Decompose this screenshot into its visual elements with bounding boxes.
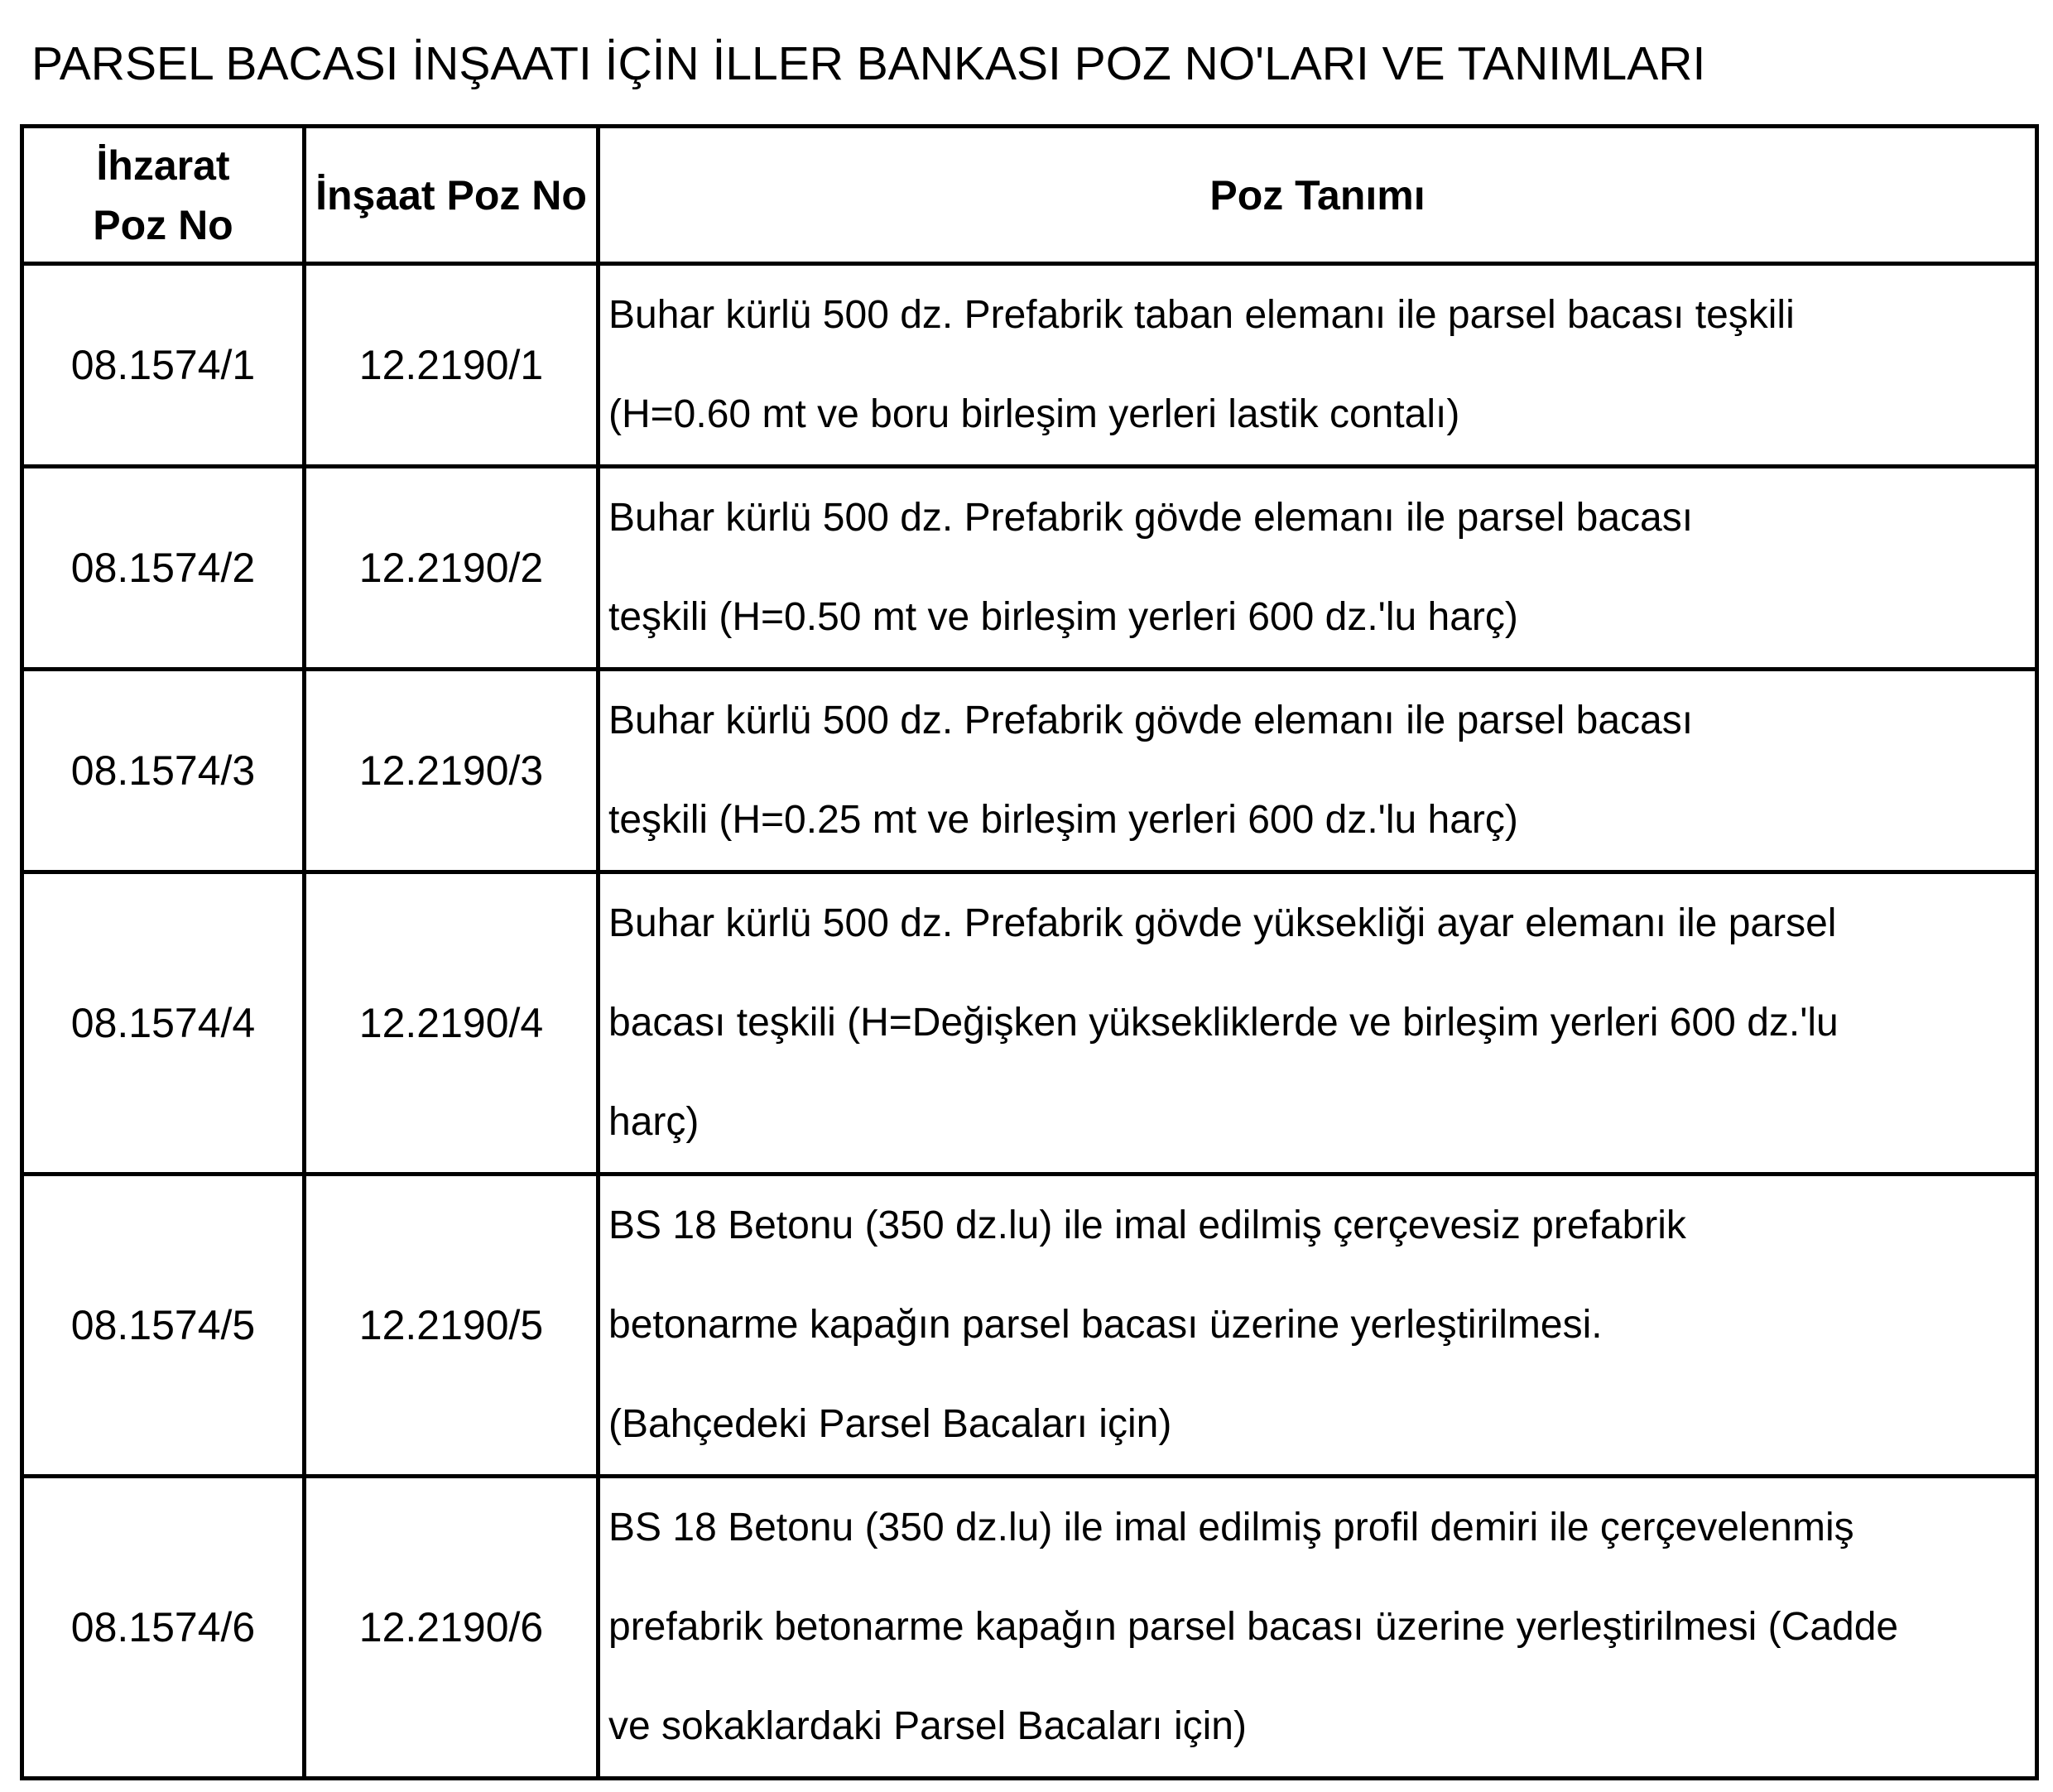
document-title: PARSEL BACASI İNŞAATI İÇİN İLLER BANKASI POZ NO'LARI VE TANIMLARI [31, 37, 1706, 90]
poz-tanimi-cell [599, 670, 2037, 872]
insaat-poz-cell: 12.2190/1 [305, 264, 599, 467]
table-row [22, 1175, 2037, 1477]
header-row [22, 127, 2037, 264]
poz-tanimi-text: Buhar kürlü 500 dz. Prefabrik gövde elemanı ile parsel bacası teşkili (H=0.50 mt ve birleşim yerleri 600 dz.'lu harç) [608, 496, 1694, 639]
ihzarat-poz-cell: 08.1574/6 [22, 1477, 305, 1779]
poz-tanimi-cell [599, 1175, 2037, 1477]
header-ihzarat-poz-no [22, 127, 305, 264]
poz-tanimi-text: BS 18 Betonu (350 dz.lu) ile imal edilmiş profil demiri ile çerçevelenmiş prefabrik betonarme kapağın parsel bacası üzerine yerleştirilmesi (Cadde ve sokaklardaki Parsel Bacaları için) [608, 1506, 1899, 1748]
poz-tanimi-text: Buhar kürlü 500 dz. Prefabrik taban elemanı ile parsel bacası teşkili (H=0.60 mt ve boru birleşim yerleri lastik contalı) [608, 293, 1795, 436]
ihzarat-poz-cell: 08.1574/5 [22, 1175, 305, 1477]
poz-tanimi-text: Buhar kürlü 500 dz. Prefabrik gövde elemanı ile parsel bacası teşkili (H=0.25 mt ve birleşim yerleri 600 dz.'lu harç) [608, 699, 1694, 842]
table-row [22, 1477, 2037, 1779]
insaat-poz-cell: 12.2190/6 [305, 1477, 599, 1779]
table-row [22, 467, 2037, 670]
poz-tanimi-cell [599, 872, 2037, 1175]
table-row [22, 264, 2037, 467]
header-ihzarat-label: İhzarat Poz No [93, 142, 233, 248]
insaat-poz-cell: 12.2190/3 [305, 670, 599, 872]
table-row [22, 872, 2037, 1175]
ihzarat-poz-cell: 08.1574/1 [22, 264, 305, 467]
table-row [22, 670, 2037, 872]
ihzarat-poz-cell: 08.1574/2 [22, 467, 305, 670]
poz-tanimi-cell [599, 264, 2037, 467]
header-poz-tanimi: Poz Tanımı [599, 127, 2037, 264]
poz-tanimi-text: Buhar kürlü 500 dz. Prefabrik gövde yüksekliği ayar elemanı ile parsel bacası teşkili (H=Değişken yüksekliklerde ve birleşim yerleri 600 dz.'lu harç) [608, 901, 1839, 1144]
poz-tanimi-cell [599, 467, 2037, 670]
poz-table [20, 124, 2039, 1780]
ihzarat-poz-cell: 08.1574/4 [22, 872, 305, 1175]
insaat-poz-cell: 12.2190/5 [305, 1175, 599, 1477]
poz-tanimi-text: BS 18 Betonu (350 dz.lu) ile imal edilmiş çerçevesiz prefabrik betonarme kapağın parsel bacası üzerine yerleştirilmesi. (Bahçedeki Parsel Bacaları için) [608, 1203, 1686, 1446]
header-insaat-poz-no: İnşaat Poz No [305, 127, 599, 264]
ihzarat-poz-cell: 08.1574/3 [22, 670, 305, 872]
table-header [22, 127, 2037, 264]
insaat-poz-cell: 12.2190/4 [305, 872, 599, 1175]
insaat-poz-cell: 12.2190/2 [305, 467, 599, 670]
poz-tanimi-cell [599, 1477, 2037, 1779]
